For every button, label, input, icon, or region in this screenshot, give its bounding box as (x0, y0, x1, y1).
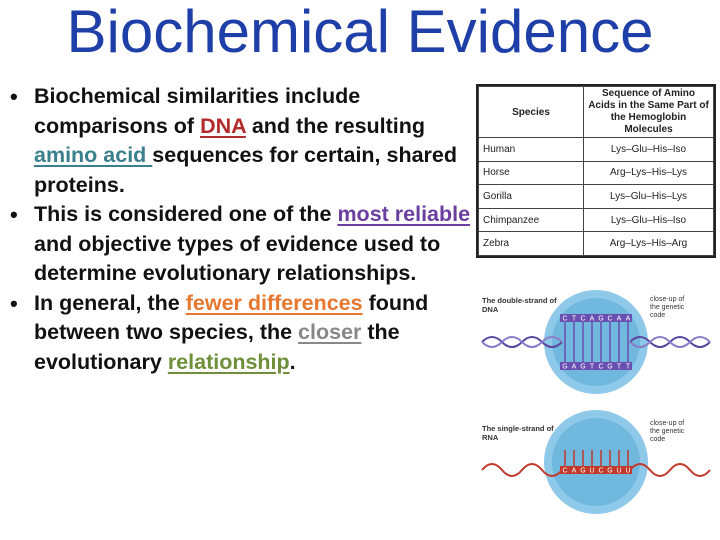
rna-base-letter: A (571, 467, 577, 475)
table-row (479, 208, 714, 232)
dna-base-letter: G (607, 363, 613, 371)
species-cell: Human (479, 138, 584, 162)
rna-diagram (478, 410, 716, 520)
bullet-text (34, 202, 470, 285)
column-header-species: Species (479, 87, 584, 138)
hemoglobin-table (476, 84, 716, 258)
keyword-relationship: relationship (167, 349, 290, 374)
bullet-marker: • (10, 290, 18, 316)
dna-base-letter: C (598, 363, 604, 371)
slide-title: Biochemical Evidence (66, 0, 654, 65)
table-row (479, 185, 714, 209)
dna-base-letter: G (598, 315, 604, 323)
dna-closeup-label: close-up of the genetic code (650, 296, 685, 319)
dna-base-letter: T (589, 363, 595, 371)
keyword-most-reliable: most reliable (337, 202, 471, 226)
sequence-cell: Lys–Glu–His–Iso (584, 138, 714, 162)
keyword-fewer-differences: fewer differences (185, 290, 363, 315)
bullet-text (34, 291, 428, 374)
bullet-segment: and the resulting (245, 113, 426, 138)
bullet-item-2 (10, 200, 480, 289)
keyword-closer: closer (298, 320, 362, 344)
dna-caption: The double-strand of DNA (482, 296, 557, 314)
table-header-row (479, 87, 714, 138)
table-row (479, 161, 714, 185)
dna-base-letter: C (562, 315, 568, 323)
dna-diagram (478, 290, 716, 400)
bullet-segment: . (289, 349, 296, 374)
bullet-segment: found between two species, the (34, 290, 429, 344)
rna-illustration (478, 410, 716, 520)
dna-base-letter: C (607, 315, 613, 323)
bullet-item-1 (10, 82, 480, 200)
dna-base-letter: A (616, 315, 622, 323)
dna-base-letter: T (625, 363, 631, 371)
species-cell: Gorilla (479, 185, 584, 209)
dna-base-letter: G (580, 363, 586, 371)
dna-base-letter: C (580, 315, 586, 323)
bullet-segment: and objective types of evidence used to determine evolutionary relationships. (34, 231, 441, 285)
dna-base-letter: T (571, 315, 577, 323)
table-row (479, 232, 714, 256)
rna-closeup-label: close-up of the genetic code (650, 420, 685, 443)
rna-caption: The single-strand of RNA (482, 424, 554, 442)
rna-base-letter: U (616, 467, 622, 475)
bullet-marker: • (10, 84, 18, 109)
species-cell: Zebra (479, 232, 584, 256)
sequence-cell: Arg–Lys–His–Arg (584, 232, 714, 256)
dna-base-letter: A (625, 315, 631, 323)
bullet-segment: the evolutionary (34, 320, 400, 374)
rna-base-letter: U (589, 467, 595, 475)
rna-base-letter: C (598, 467, 604, 475)
keyword-dna: DNA (200, 113, 246, 138)
bullet-segment: sequences for certain, shared proteins. (34, 143, 458, 197)
species-cell: Chimpanzee (479, 208, 584, 232)
bullet-item-3 (10, 289, 480, 378)
dna-illustration (478, 290, 716, 400)
dna-base-letter: T (616, 363, 622, 371)
keyword-amino-acid: amino acid (34, 143, 153, 167)
dna-base-letter: A (589, 315, 595, 323)
rna-base-letter: U (625, 467, 631, 475)
rna-base-letter: C (562, 467, 568, 475)
column-header-sequence: Sequence of Amino Acids in the Same Part of the Hemoglobin Molecules (584, 87, 714, 138)
sequence-cell: Lys–Glu–His–Lys (584, 185, 714, 209)
sequence-cell: Arg–Lys–His–Lys (584, 161, 714, 185)
table-row (479, 138, 714, 162)
bullet-segment: This is considered one of the (34, 202, 338, 226)
bullet-segment: Biochemical similarities include comparisons of (34, 84, 361, 138)
rna-base-letter: G (580, 467, 586, 475)
sequence-cell: Lys–Glu–His–Iso (584, 208, 714, 232)
bullet-list (10, 82, 480, 377)
bullet-segment: In general, the (34, 290, 186, 315)
bullet-text (34, 84, 457, 197)
bullet-marker: • (10, 202, 18, 227)
amino-acid-table (478, 86, 714, 256)
dna-base-letter: A (571, 363, 577, 371)
dna-base-letter: G (562, 363, 568, 371)
rna-base-letter: G (607, 467, 613, 475)
species-cell: Horse (479, 161, 584, 185)
